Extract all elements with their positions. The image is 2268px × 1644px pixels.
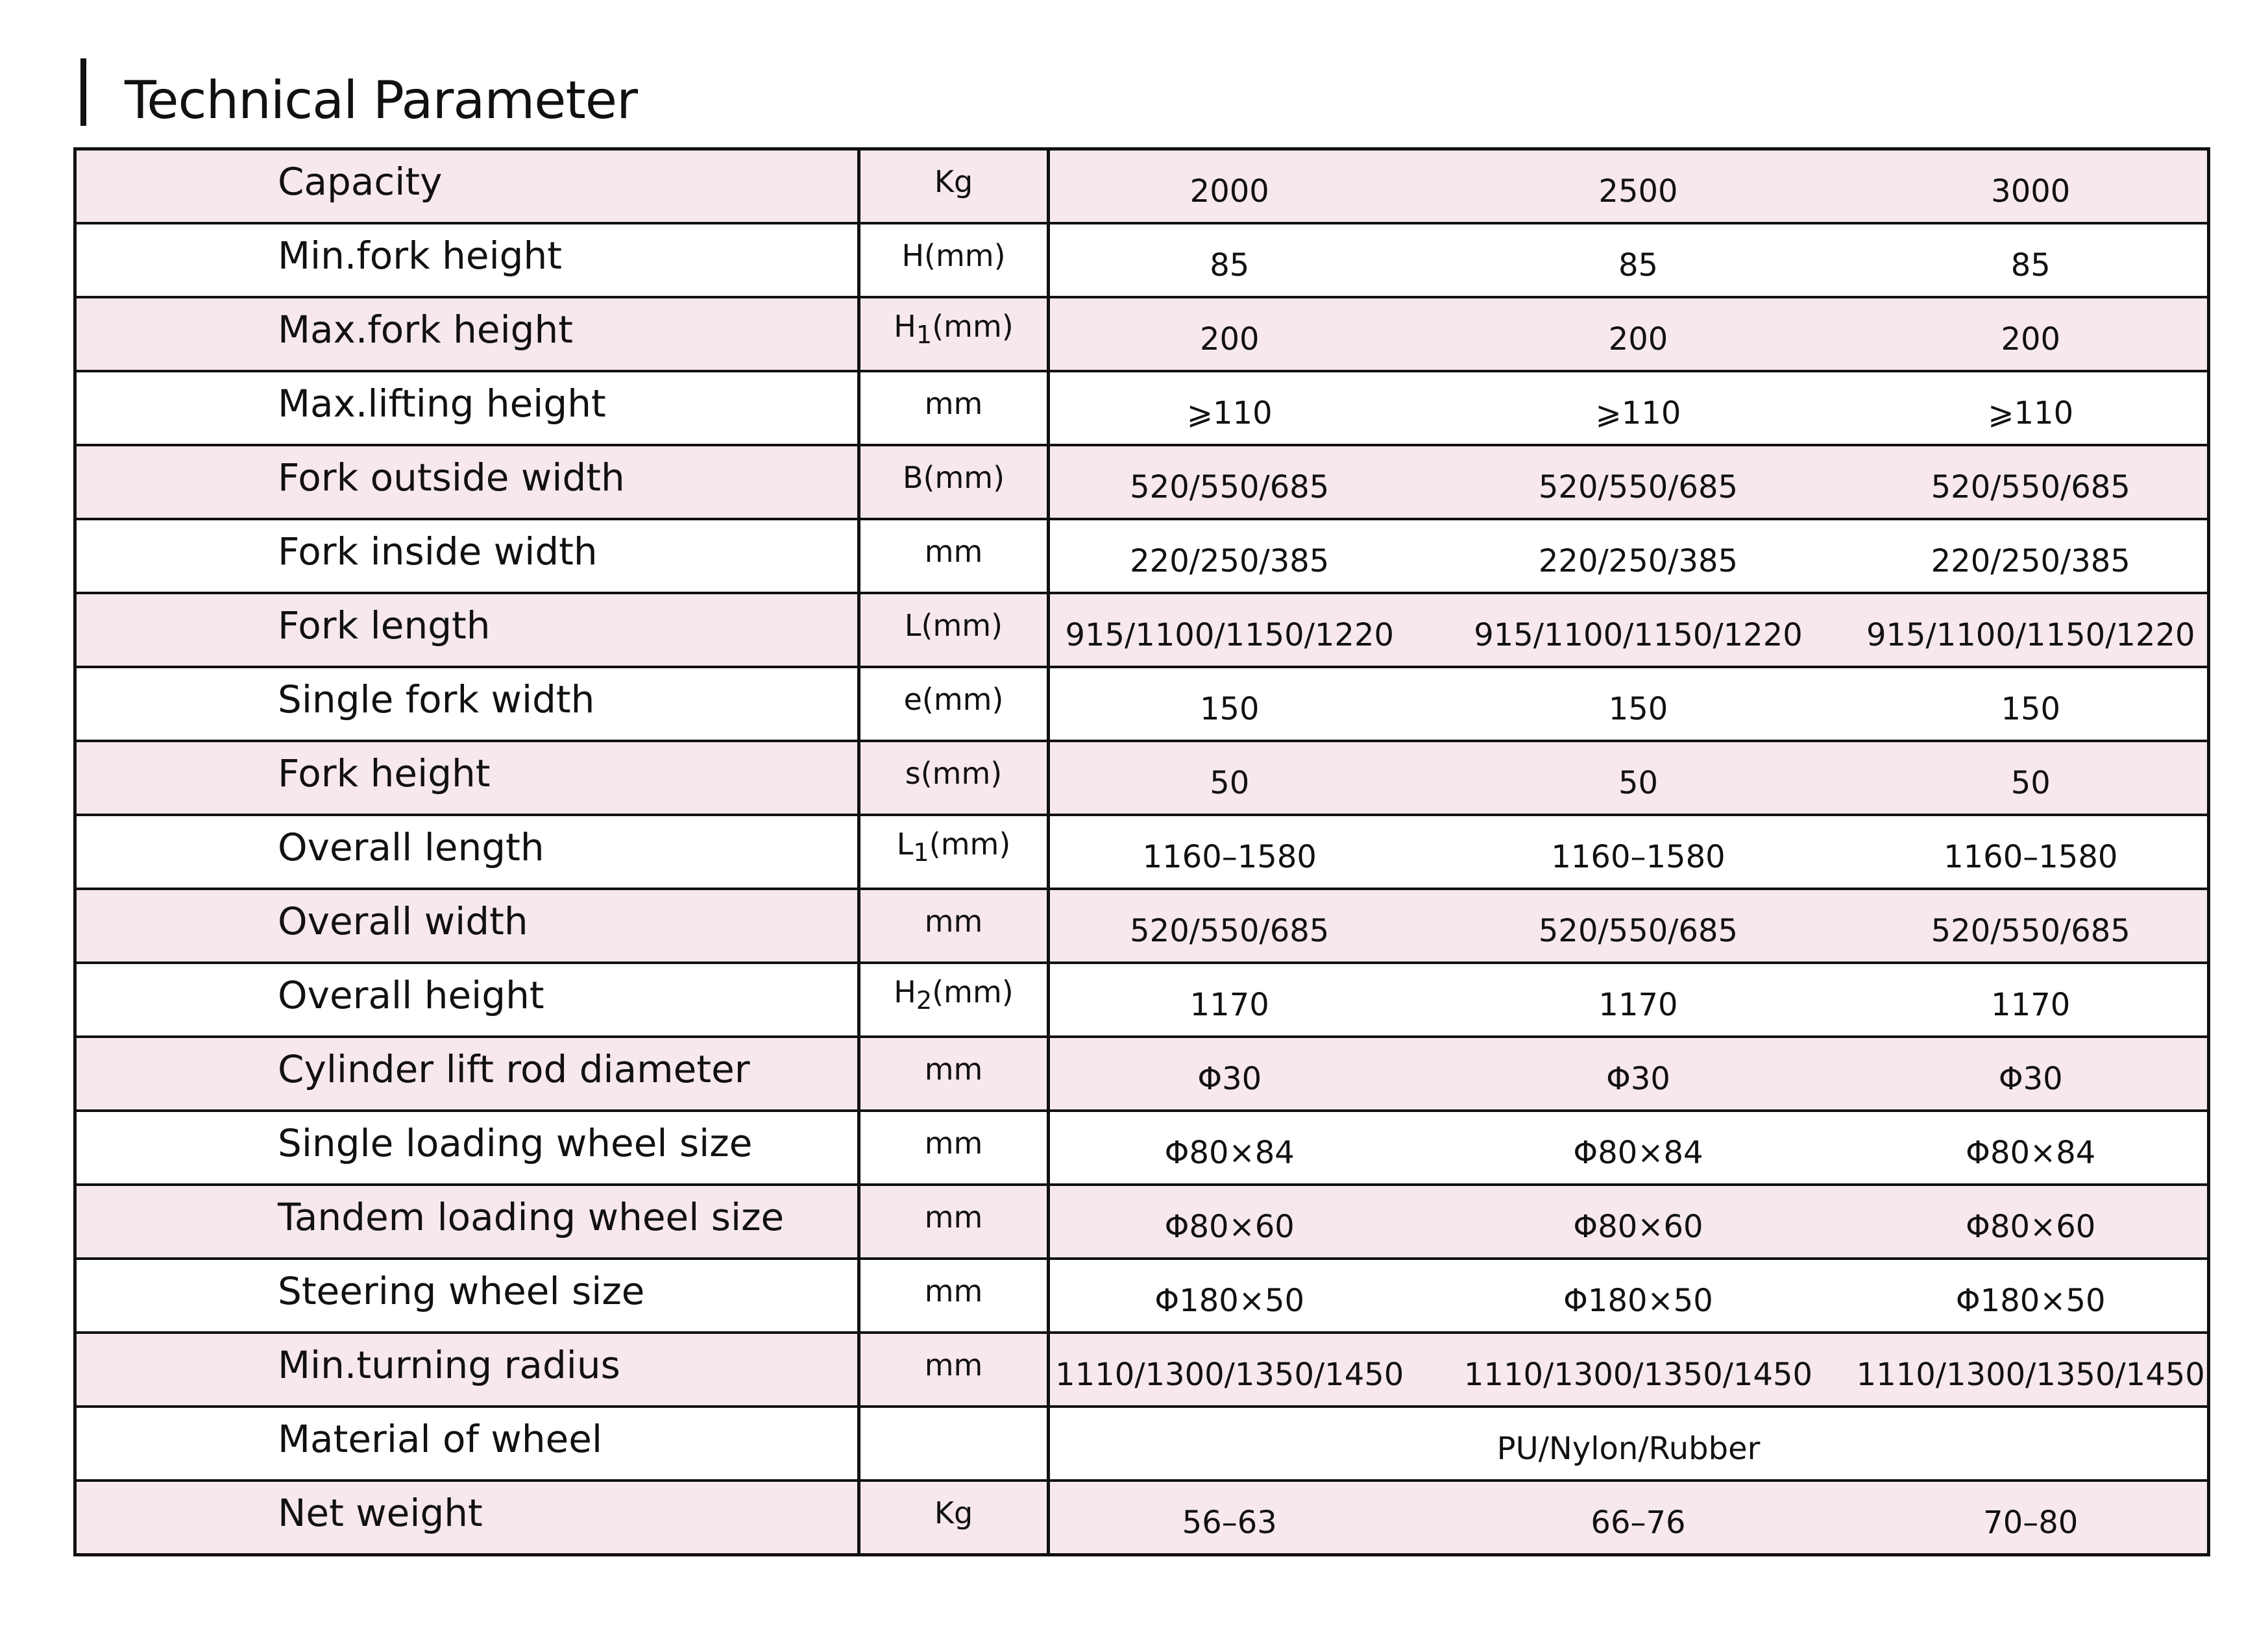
unit-subscript: 1	[913, 838, 929, 868]
value-cell: 2000	[1049, 149, 1435, 223]
value-cell: 520/550/685	[1822, 445, 2209, 519]
parameter-unit	[859, 963, 1049, 1037]
table-row	[75, 667, 2209, 741]
unit-subscript: 1	[916, 320, 933, 350]
value-cell: 70–80	[1822, 1481, 2209, 1554]
value-cell: 2500	[1435, 149, 1822, 223]
value-cell: Φ30	[1435, 1037, 1822, 1111]
parameter-name: Fork inside width	[75, 519, 859, 593]
value-cell: 1110/1300/1350/1450	[1822, 1333, 2209, 1407]
parameter-name: Overall length	[75, 815, 859, 889]
table-row	[75, 963, 2209, 1037]
value-cell: 1110/1300/1350/1450	[1049, 1333, 1435, 1407]
table-row	[75, 1333, 2209, 1407]
parameter-unit: s(mm)	[859, 741, 1049, 815]
value-cell: 1110/1300/1350/1450	[1435, 1333, 1822, 1407]
parameter-name: Single fork width	[75, 667, 859, 741]
value-cell: 85	[1822, 223, 2209, 297]
parameter-unit: e(mm)	[859, 667, 1049, 741]
value-cell: 1160–1580	[1822, 815, 2209, 889]
parameter-name: Tandem loading wheel size	[75, 1185, 859, 1259]
value-cell: 50	[1822, 741, 2209, 815]
table-row	[75, 593, 2209, 667]
unit-suffix: (mm)	[932, 974, 1014, 1010]
value-cell: Φ30	[1822, 1037, 2209, 1111]
value-cell: 50	[1435, 741, 1822, 815]
parameter-unit: mm	[859, 1259, 1049, 1333]
value-cell: Φ180×50	[1822, 1259, 2209, 1333]
value-cell: 3000	[1822, 149, 2209, 223]
parameter-name: Fork length	[75, 593, 859, 667]
parameter-name: Single loading wheel size	[75, 1111, 859, 1185]
parameter-name: Max.lifting height	[75, 371, 859, 445]
parameter-name: Material of wheel	[75, 1407, 859, 1481]
unit-symbol: H	[894, 309, 916, 345]
table-row	[75, 1407, 2209, 1481]
parameter-unit: mm	[859, 519, 1049, 593]
table-row	[75, 1111, 2209, 1185]
table-row	[75, 445, 2209, 519]
value-cell: 56–63	[1049, 1481, 1435, 1554]
table-row	[75, 889, 2209, 963]
table-row	[75, 815, 2209, 889]
value-cell: 1170	[1049, 963, 1435, 1037]
parameter-name: Min.fork height	[75, 223, 859, 297]
parameter-name: Max.fork height	[75, 297, 859, 371]
value-cell: Φ80×60	[1049, 1185, 1435, 1259]
table-row	[75, 149, 2209, 223]
value-cell: Φ80×84	[1822, 1111, 2209, 1185]
value-cell: 1160–1580	[1435, 815, 1822, 889]
value-cell: Φ80×60	[1435, 1185, 1822, 1259]
value-cell: 150	[1049, 667, 1435, 741]
value-cell: 915/1100/1150/1220	[1049, 593, 1435, 667]
value-cell: ⩾110	[1822, 371, 2209, 445]
title-accent-bar	[80, 58, 86, 126]
value-cell: 150	[1435, 667, 1822, 741]
value-cell: 66–76	[1435, 1481, 1822, 1554]
value-cell: 200	[1822, 297, 2209, 371]
value-cell: 85	[1049, 223, 1435, 297]
parameter-unit	[859, 815, 1049, 889]
unit-suffix: (mm)	[929, 827, 1011, 862]
merged-value-cell: PU/Nylon/Rubber	[1049, 1407, 2209, 1481]
value-cell: 200	[1435, 297, 1822, 371]
parameter-unit: mm	[859, 1185, 1049, 1259]
parameter-name: Cylinder lift rod diameter	[75, 1037, 859, 1111]
table-row	[75, 741, 2209, 815]
table-row	[75, 1185, 2209, 1259]
value-cell: 200	[1049, 297, 1435, 371]
table-row	[75, 1481, 2209, 1554]
parameter-unit: L(mm)	[859, 593, 1049, 667]
value-cell: 150	[1822, 667, 2209, 741]
parameter-name: Overall width	[75, 889, 859, 963]
parameter-unit: Kg	[859, 1481, 1049, 1554]
table-row	[75, 1037, 2209, 1111]
parameter-unit: mm	[859, 1037, 1049, 1111]
value-cell: 520/550/685	[1435, 445, 1822, 519]
value-cell: Φ180×50	[1435, 1259, 1822, 1333]
parameter-unit	[859, 297, 1049, 371]
parameter-name: Steering wheel size	[75, 1259, 859, 1333]
value-cell: 1170	[1822, 963, 2209, 1037]
value-cell: 520/550/685	[1435, 889, 1822, 963]
value-cell: 915/1100/1150/1220	[1822, 593, 2209, 667]
value-cell: Φ30	[1049, 1037, 1435, 1111]
unit-symbol: H	[894, 974, 916, 1010]
value-cell: 520/550/685	[1822, 889, 2209, 963]
page-title: Technical Parameter	[125, 70, 637, 130]
value-cell: 1170	[1435, 963, 1822, 1037]
value-cell: 85	[1435, 223, 1822, 297]
table-row	[75, 223, 2209, 297]
value-cell: 50	[1049, 741, 1435, 815]
table-row	[75, 371, 2209, 445]
parameter-name: Fork height	[75, 741, 859, 815]
table-row	[75, 297, 2209, 371]
unit-subscript: 2	[916, 986, 933, 1016]
unit-suffix: (mm)	[932, 309, 1014, 345]
parameter-unit: mm	[859, 371, 1049, 445]
parameter-unit	[859, 1407, 1049, 1481]
parameter-name: Min.turning radius	[75, 1333, 859, 1407]
technical-parameter-table	[73, 147, 2210, 1556]
parameter-unit: H(mm)	[859, 223, 1049, 297]
value-cell: 1160–1580	[1049, 815, 1435, 889]
value-cell: 915/1100/1150/1220	[1435, 593, 1822, 667]
value-cell: 220/250/385	[1435, 519, 1822, 593]
value-cell: 520/550/685	[1049, 889, 1435, 963]
parameter-unit: Kg	[859, 149, 1049, 223]
value-cell: 220/250/385	[1822, 519, 2209, 593]
unit-symbol: L	[896, 827, 914, 862]
value-cell: Φ80×84	[1435, 1111, 1822, 1185]
value-cell: 220/250/385	[1049, 519, 1435, 593]
parameter-unit: mm	[859, 889, 1049, 963]
value-cell: Φ80×60	[1822, 1185, 2209, 1259]
parameter-name: Fork outside width	[75, 445, 859, 519]
value-cell: Φ180×50	[1049, 1259, 1435, 1333]
value-cell: ⩾110	[1435, 371, 1822, 445]
value-cell: ⩾110	[1049, 371, 1435, 445]
parameter-unit: mm	[859, 1111, 1049, 1185]
parameter-name: Overall height	[75, 963, 859, 1037]
parameter-unit: B(mm)	[859, 445, 1049, 519]
parameter-name: Net weight	[75, 1481, 859, 1554]
value-cell: Φ80×84	[1049, 1111, 1435, 1185]
table-row	[75, 1259, 2209, 1333]
parameter-name: Capacity	[75, 149, 859, 223]
table-row	[75, 519, 2209, 593]
parameter-unit: mm	[859, 1333, 1049, 1407]
value-cell: 520/550/685	[1049, 445, 1435, 519]
